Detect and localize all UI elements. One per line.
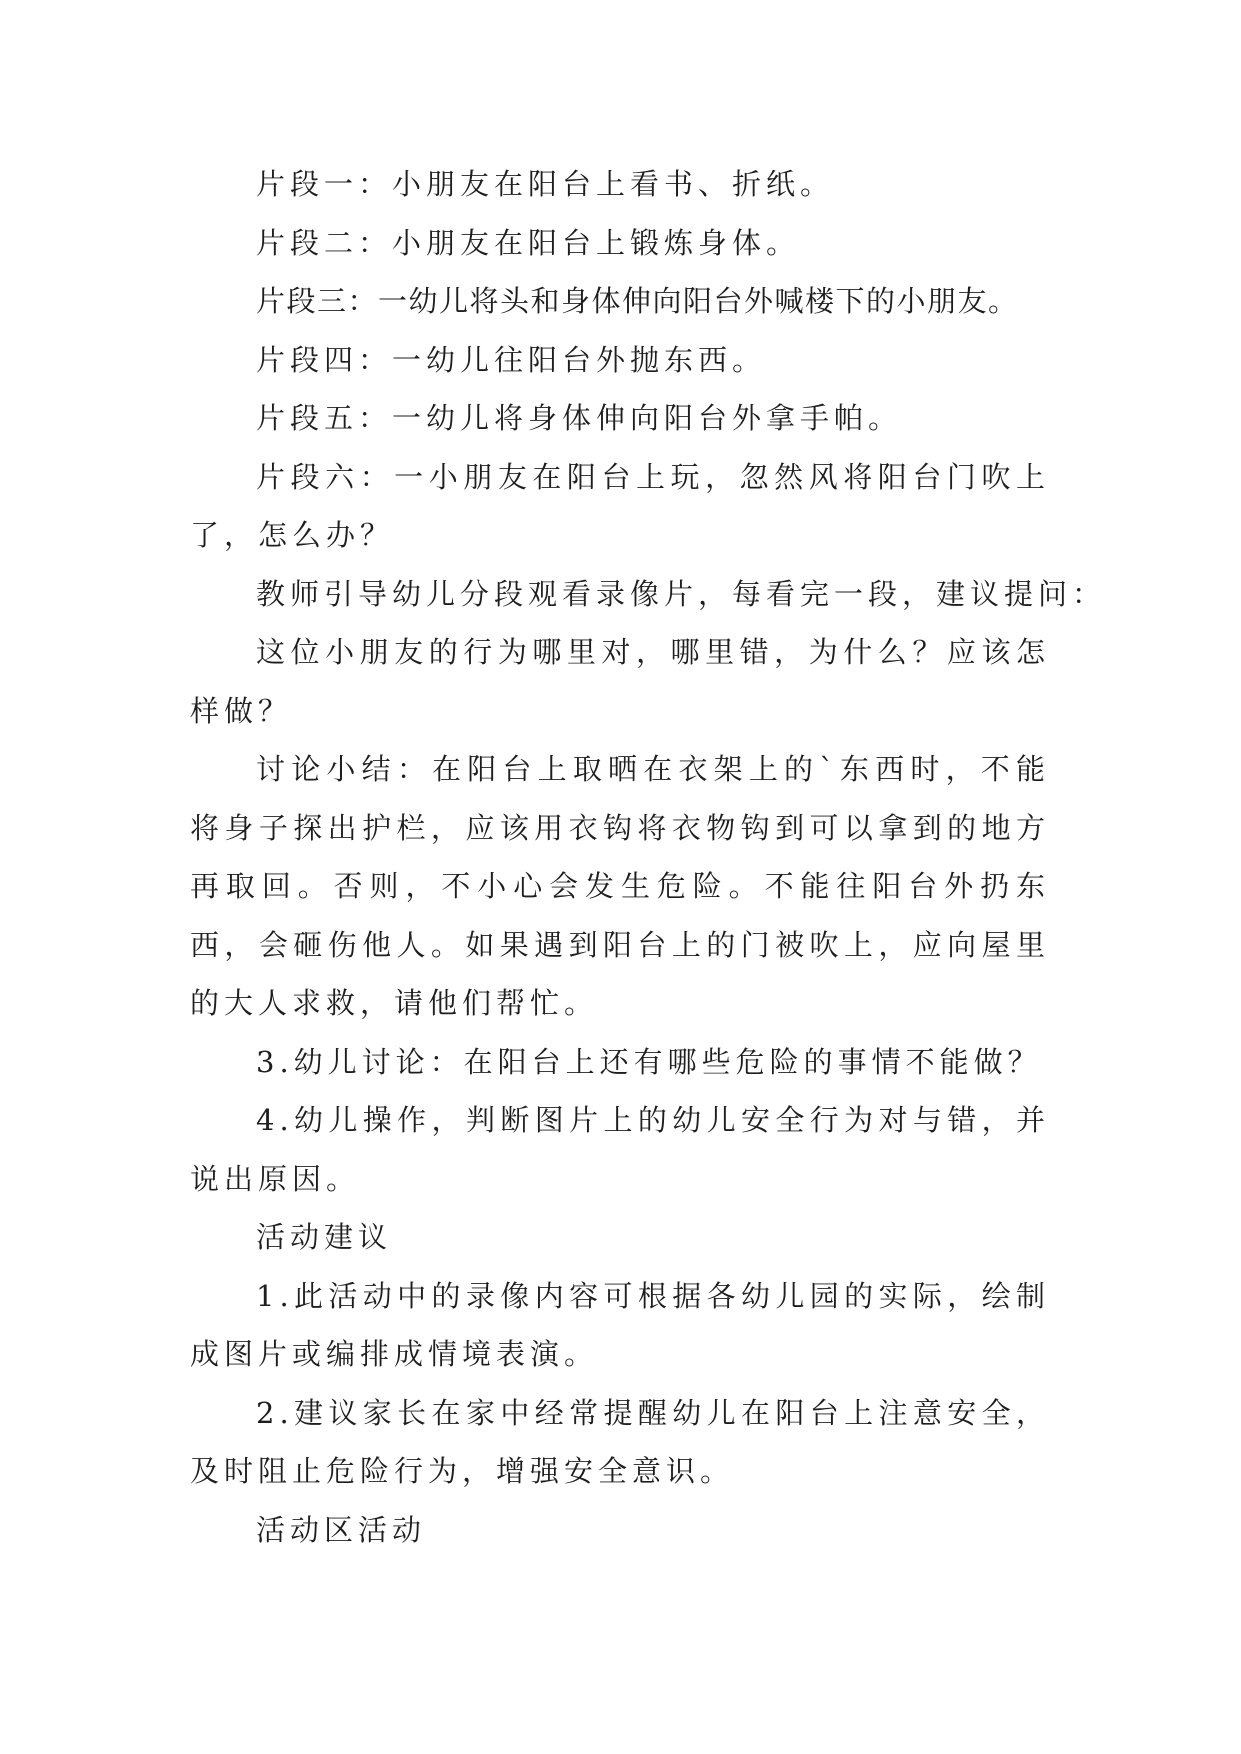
paragraph-segment-4: 片段四：一幼儿往阳台外抛东西。: [256, 342, 767, 377]
paragraph-step-3: 3.幼儿讨论：在阳台上还有哪些危险的事情不能做？: [256, 1044, 1042, 1079]
document-body: [190, 155, 1107, 1559]
paragraph-teacher-guidance: 教师引导幼儿分段观看录像片，每看完一段，建议提问：: [256, 576, 1107, 611]
paragraph-segment-5: 片段五：一幼儿将身体伸向阳台外拿手帕。: [256, 401, 903, 435]
paragraph-segment-6: 片段六：一小朋友在阳台上玩，忽然风将阳台门吹上了，怎么办？: [190, 459, 1050, 552]
paragraph-question: 这位小朋友的行为哪里对，哪里错，为什么？应该怎样做？: [190, 635, 1050, 728]
paragraph-segment-3: 片段三：一幼儿将头和身体伸向阳台外喊楼下的小朋友。: [256, 284, 1019, 318]
heading-activity-area: 活动区活动: [256, 1512, 427, 1547]
paragraph-suggestion-1: 1.此活动中的录像内容可根据各幼儿园的实际，绘制成图片或编排成情境表演。: [190, 1278, 1050, 1371]
paragraph-step-4: 4.幼儿操作，判断图片上的幼儿安全行为对与错，并说出原因。: [190, 1103, 1050, 1196]
paragraph-discussion-summary: 讨论小结：在阳台上取晒在衣架上的`东西时，不能将身子探出护栏，应该用衣钩将衣物钩到可以拿到的地方再取回。否则，不小心会发生危险。不能往阳台外扔东西，会砸伤他人。如果遇到阳台上的门被吹上，应向屋里的大人求救，请他们帮忙。: [190, 752, 1050, 1020]
paragraph-suggestion-2: 2.建议家长在家中经常提醒幼儿在阳台上注意安全，及时阻止危险行为，增强安全意识。: [190, 1395, 1050, 1488]
paragraph-segment-2: 片段二：小朋友在阳台上锻炼身体。: [256, 225, 801, 260]
heading-activity-suggestions: 活动建议: [256, 1220, 393, 1254]
paragraph-segment-1: 片段一：小朋友在阳台上看书、折纸。: [256, 167, 835, 201]
